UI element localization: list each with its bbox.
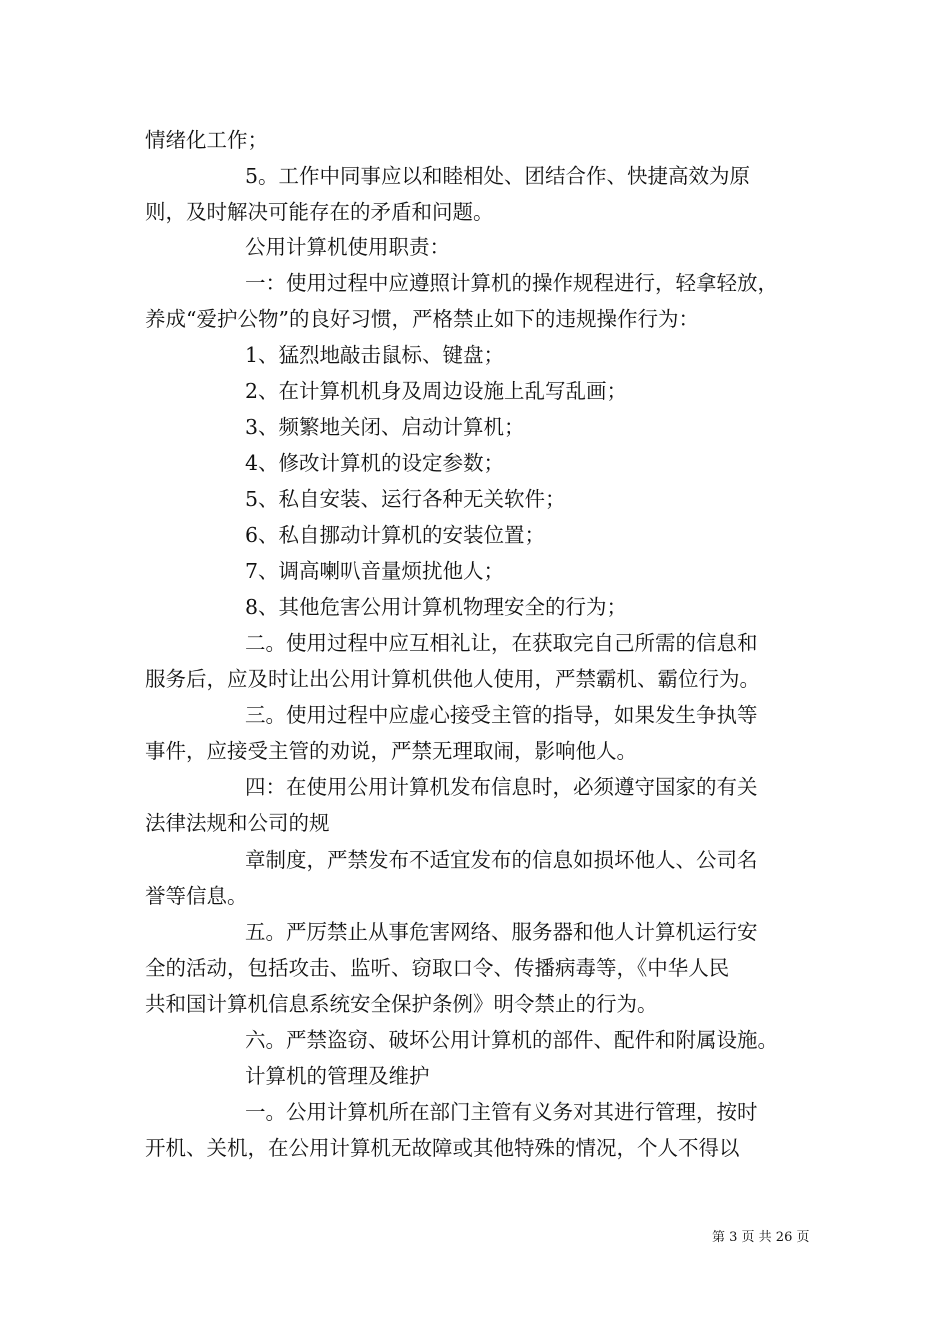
text-line: 二。使用过程中应互相礼让，在获取完自己所需的信息和: [245, 631, 758, 655]
list-item: 8、其他危害公用计算机物理安全的行为；: [245, 595, 628, 619]
list-item: 4、修改计算机的设定参数；: [245, 451, 505, 475]
text-line: 章制度，严禁发布不适宜发布的信息如损坏他人、公司名: [245, 848, 758, 872]
text-line: 养成“爱护公物”的良好习惯，严格禁止如下的违规操作行为：: [145, 307, 699, 331]
text-line: 服务后，应及时让出公用计算机供他人使用，严禁霸机、霸位行为。: [145, 667, 760, 691]
text-line: 六。严禁盗窃、破坏公用计算机的部件、配件和附属设施。: [245, 1028, 778, 1052]
text-line: 共和国计算机信息系统安全保护条例》明令禁止的行为。: [145, 992, 658, 1016]
list-item: 1、猛烈地敲击鼠标、键盘；: [245, 343, 505, 367]
list-item: 3、频繁地关闭、启动计算机；: [245, 415, 525, 439]
list-item: 7、调高喇叭音量烦扰他人；: [245, 559, 505, 583]
text-line: 情绪化工作；: [145, 128, 268, 152]
section-heading: 计算机的管理及维护: [245, 1064, 430, 1088]
text-line: 誉等信息。: [145, 884, 248, 908]
page-number: 第 3 页 共 26 页: [712, 1230, 810, 1245]
text-line: 开机、关机，在公用计算机无故障或其他特殊的情况，个人不得以: [145, 1136, 740, 1160]
text-line: 5。工作中同事应以和睦相处、团结合作、快捷高效为原: [245, 164, 751, 188]
text-line: 全的活动，包括攻击、监听、窃取口令、传播病毒等，《中华人民: [145, 956, 730, 980]
text-line: 则，及时解决可能存在的矛盾和问题。: [145, 200, 494, 224]
list-item: 5、私自安装、运行各种无关软件；: [245, 487, 566, 511]
text-line: 一。公用计算机所在部门主管有义务对其进行管理，按时: [245, 1100, 758, 1124]
text-line: 法律法规和公司的规: [145, 811, 330, 835]
list-item: 2、在计算机机身及周边设施上乱写乱画；: [245, 379, 628, 403]
text-line: 三。使用过程中应虚心接受主管的指导，如果发生争执等: [245, 703, 758, 727]
section-heading: 公用计算机使用职责：: [245, 235, 450, 259]
list-item: 6、私自挪动计算机的安装位置；: [245, 523, 546, 547]
text-line: 四：在使用公用计算机发布信息时，必须遵守国家的有关: [245, 775, 758, 799]
text-line: 事件，应接受主管的劝说，严禁无理取闹，影响他人。: [145, 739, 637, 763]
text-line: 一：使用过程中应遵照计算机的操作规程进行，轻拿轻放，: [245, 271, 778, 295]
text-line: 五。严厉禁止从事危害网络、服务器和他人计算机运行安: [245, 920, 758, 944]
